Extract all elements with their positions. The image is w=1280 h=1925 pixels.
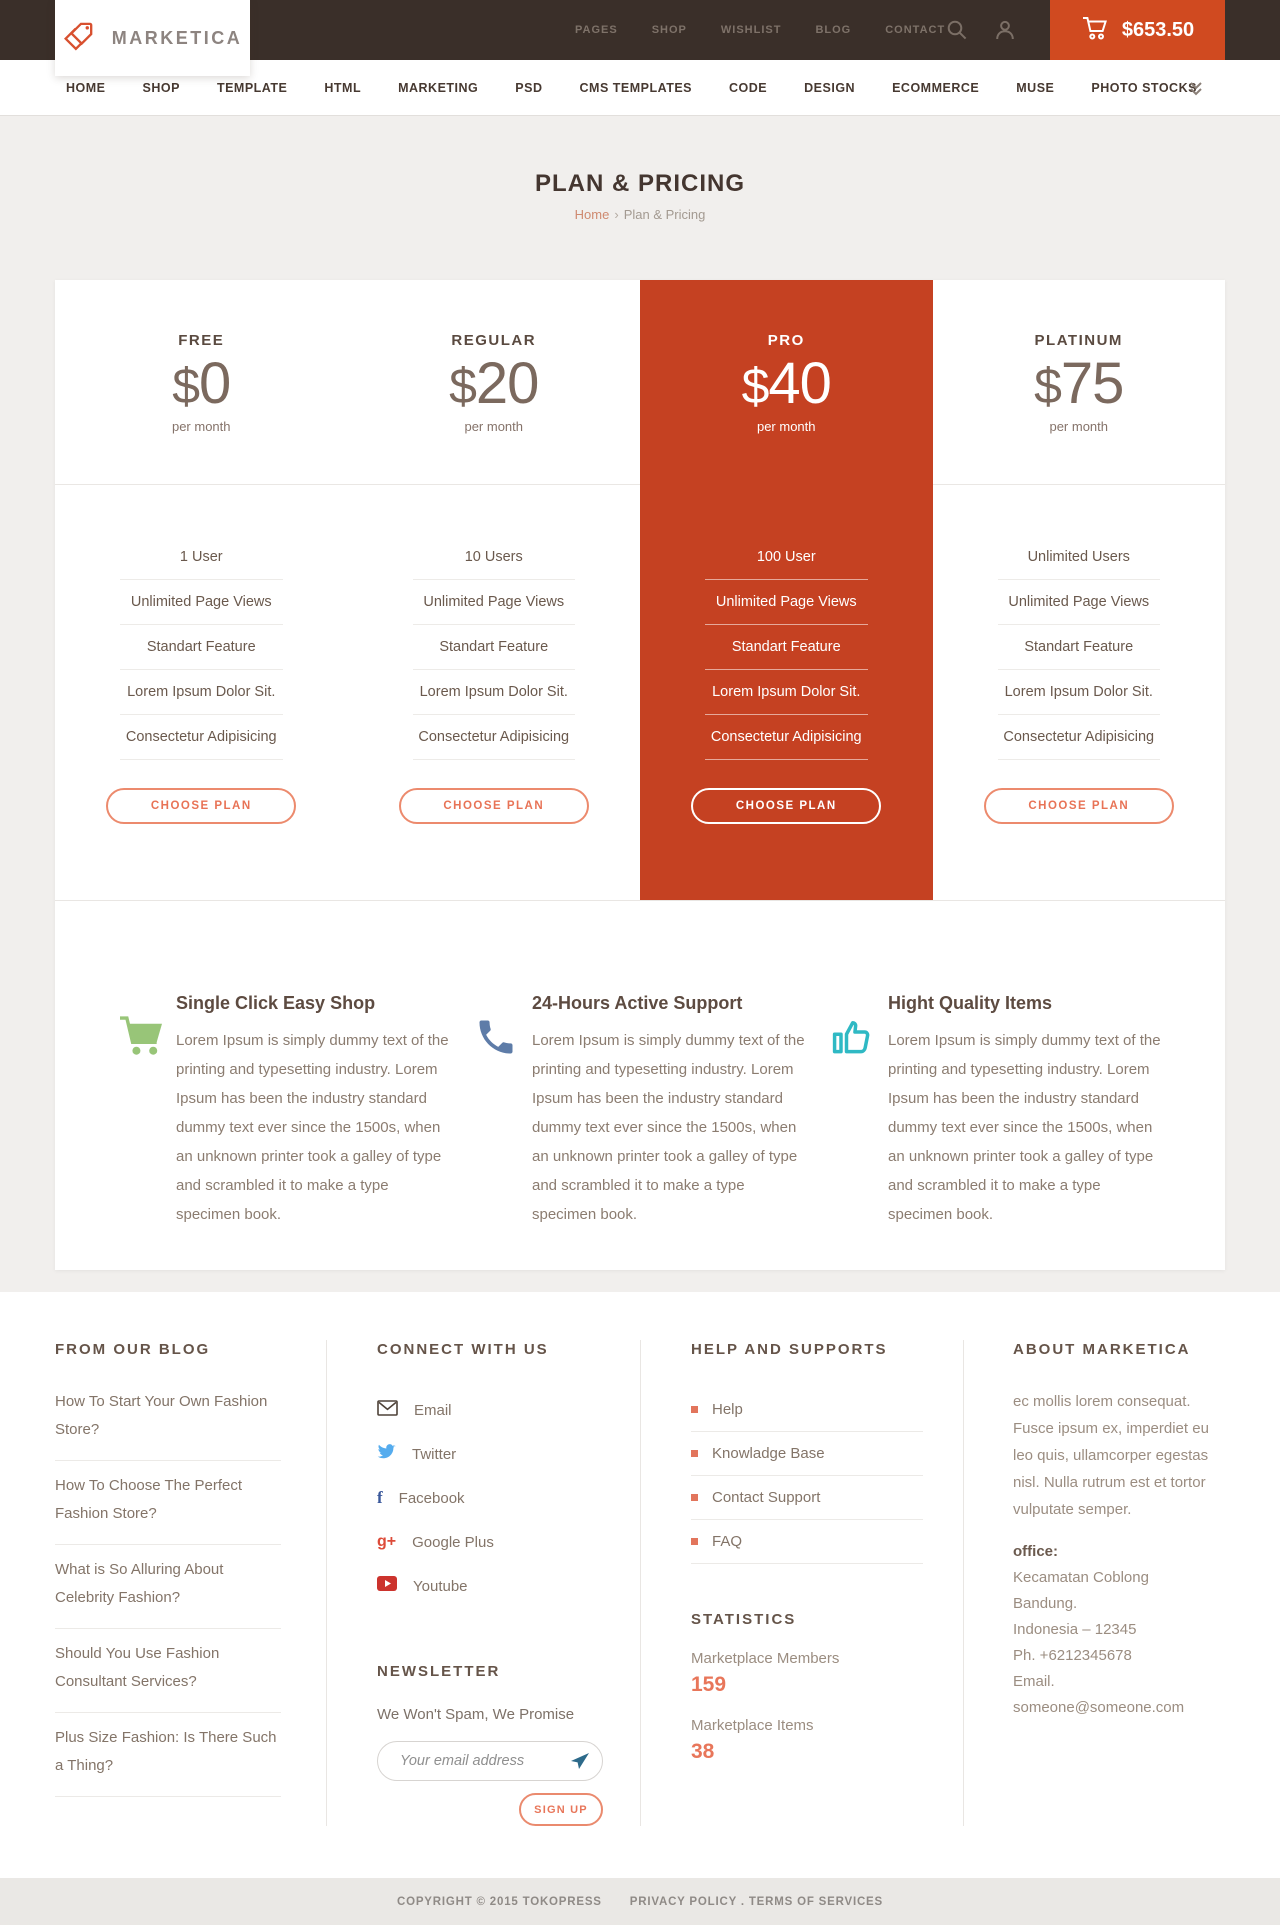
help-link[interactable]: [691, 1432, 923, 1476]
social-link-email[interactable]: [377, 1388, 600, 1432]
social-link-twitter[interactable]: [377, 1432, 600, 1476]
address-line: Email. someone@someone.com: [1013, 1673, 1185, 1716]
legal-separator: .: [740, 1895, 745, 1908]
cart-button[interactable]: [1050, 0, 1225, 60]
footer-about-heading: ABOUT MARKETICA: [1013, 1341, 1191, 1358]
plan-period: per month: [464, 419, 524, 434]
plan-feature: Standart Feature: [705, 625, 868, 670]
social-link-youtube[interactable]: [377, 1564, 600, 1608]
main-nav-shop[interactable]: SHOP: [142, 80, 180, 95]
social-label: Google Plus: [412, 1533, 494, 1551]
footer-about-column: [963, 1340, 1225, 1826]
address-line: Ph. +6212345678: [1013, 1647, 1132, 1664]
plan-platinum: [933, 280, 1226, 900]
footer-connect-heading: CONNECT WITH US: [377, 1341, 549, 1358]
address-line: Indonesia – 12345: [1013, 1621, 1137, 1638]
plan-feature-list: [998, 535, 1161, 760]
phone-icon: [474, 993, 532, 1270]
main-nav-template[interactable]: TEMPLATE: [216, 80, 288, 95]
plan-feature: Unlimited Page Views: [413, 580, 576, 625]
privacy-policy-link[interactable]: PRIVACY POLICY: [629, 1895, 737, 1908]
main-nav-home[interactable]: HOME: [66, 80, 106, 95]
main-nav-muse[interactable]: MUSE: [1016, 80, 1055, 95]
blog-link[interactable]: How To Start Your Own Fashion Store?: [55, 1388, 281, 1461]
plan-regular: [348, 280, 641, 900]
main-nav-cms-templates[interactable]: CMS TEMPLATES: [579, 80, 693, 95]
main-nav-code[interactable]: CODE: [729, 80, 768, 95]
price-amount: 75: [1060, 351, 1124, 416]
currency-symbol: $: [741, 358, 769, 414]
plan-feature: 1 User: [120, 535, 283, 580]
benefit-text: Lorem Ipsum is simply dummy text of the printing and typesetting industry. Lorem Ipsum has been the industry standard dummy text ever since the 1500s, when an unknown printer took a galley of type and scrambled it to make a type specimen book.: [532, 1032, 805, 1223]
plan-pro-highlighted: [640, 280, 933, 900]
benefit-title: 24-Hours Active Support: [532, 993, 743, 1013]
main-nav-html[interactable]: HTML: [324, 80, 362, 95]
sign-up-button[interactable]: SIGN UP: [519, 1793, 603, 1826]
footer-help-heading: HELP AND SUPPORTS: [691, 1341, 888, 1358]
plan-period: per month: [1049, 419, 1109, 434]
address-line: Bandung.: [1013, 1595, 1078, 1612]
thumbs-up-icon: [830, 993, 888, 1270]
logo[interactable]: [55, 0, 250, 76]
user-account-icon[interactable]: [994, 19, 1016, 41]
plan-price: [55, 353, 348, 417]
plan-feature: Lorem Ipsum Dolor Sit.: [120, 670, 283, 715]
plan-feature: Standart Feature: [120, 625, 283, 670]
plan-feature: Consectetur Adipisicing: [413, 715, 576, 760]
plan-name: REGULAR: [451, 332, 537, 349]
page-title: PLAN & PRICING: [534, 170, 745, 197]
footer-blog-column: [55, 1340, 326, 1826]
plan-feature-list: [413, 535, 576, 760]
plan-free-header: [55, 280, 348, 485]
terms-link[interactable]: TERMS OF SERVICES: [748, 1895, 884, 1908]
twitter-icon: [377, 1444, 396, 1465]
plan-platinum-header: [933, 280, 1226, 485]
choose-plan-pro-button[interactable]: CHOOSE PLAN: [691, 788, 881, 824]
social-label: Facebook: [398, 1489, 465, 1507]
square-bullet-icon: [691, 1538, 698, 1545]
main-nav-photo-stocks[interactable]: PHOTO STOCKS: [1091, 80, 1197, 95]
plan-period: per month: [171, 419, 231, 434]
footer-connect-column: [326, 1340, 640, 1826]
double-chevron-down-icon[interactable]: [1188, 80, 1204, 102]
newsletter-tagline: We Won't Spam, We Promise: [377, 1706, 575, 1723]
pricing-plans: [55, 280, 1225, 900]
currency-symbol: $: [172, 358, 200, 414]
blog-link[interactable]: What is So Alluring About Celebrity Fashion?: [55, 1545, 281, 1629]
main-nav-design[interactable]: DESIGN: [804, 80, 856, 95]
brand-name: MARKETICA: [111, 27, 243, 48]
plan-feature: Standart Feature: [413, 625, 576, 670]
price-amount: 20: [475, 351, 539, 416]
plan-feature: Unlimited Page Views: [120, 580, 283, 625]
help-label: Knowladge Base: [712, 1445, 825, 1462]
blog-link[interactable]: Should You Use Fashion Consultant Services?: [55, 1629, 281, 1713]
footer-blog-heading: FROM OUR BLOG: [55, 1341, 211, 1358]
blog-list: [55, 1388, 281, 1797]
top-nav-pages[interactable]: PAGES: [575, 24, 618, 36]
top-nav-blog[interactable]: BLOG: [815, 24, 852, 36]
cart-total: $653.50: [1121, 18, 1195, 41]
statistics-heading: STATISTICS: [691, 1611, 797, 1628]
plan-feature-list: [120, 535, 283, 760]
main-nav-ecommerce[interactable]: ECOMMERCE: [892, 80, 980, 95]
stat-value: 159: [691, 1673, 727, 1696]
plan-pro-header: [640, 280, 933, 485]
footer: [0, 1292, 1280, 1878]
top-nav-contact[interactable]: CONTACT: [885, 24, 946, 36]
youtube-icon: [377, 1576, 397, 1596]
pricing-card: [55, 280, 1225, 1270]
benefit-text: Lorem Ipsum is simply dummy text of the printing and typesetting industry. Lorem Ipsum has been the industry standard dummy text ever since the 1500s, when an unknown printer took a galley of type and scrambled it to make a type specimen book.: [888, 1032, 1161, 1223]
plan-feature: Consectetur Adipisicing: [705, 715, 868, 760]
choose-plan-regular-button[interactable]: CHOOSE PLAN: [399, 788, 589, 824]
benefits-section: [55, 900, 1225, 1270]
price-amount: 0: [199, 351, 231, 416]
breadcrumb-separator: ›: [614, 207, 619, 222]
plan-price: [933, 353, 1226, 417]
breadcrumb-current: Plan & Pricing: [623, 207, 706, 222]
plan-feature: Lorem Ipsum Dolor Sit.: [413, 670, 576, 715]
cart-icon: [118, 993, 176, 1270]
benefit-support: [474, 993, 806, 1270]
plan-name: FREE: [178, 332, 225, 349]
benefit-quality: [830, 993, 1162, 1270]
plan-feature: 100 User: [705, 535, 868, 580]
social-label: Twitter: [412, 1445, 457, 1463]
choose-plan-free-button[interactable]: CHOOSE PLAN: [106, 788, 296, 824]
plan-price: [640, 353, 933, 417]
newsletter-heading: NEWSLETTER: [377, 1663, 501, 1680]
plan-name: PRO: [767, 332, 805, 349]
office-label: office:: [1013, 1543, 1058, 1560]
plan-feature: Standart Feature: [998, 625, 1161, 670]
help-label: Help: [712, 1401, 743, 1418]
benefit-easy-shop: [118, 993, 450, 1270]
social-link-facebook[interactable]: [377, 1476, 600, 1520]
benefit-title: Hight Quality Items: [888, 993, 1053, 1013]
address-line: Kecamatan Coblong: [1013, 1569, 1149, 1586]
blog-link[interactable]: How To Choose The Perfect Fashion Store?: [55, 1461, 281, 1545]
help-label: FAQ: [712, 1533, 743, 1550]
social-label: Youtube: [413, 1577, 468, 1595]
plan-name: PLATINUM: [1034, 332, 1123, 349]
facebook-icon: f: [377, 1488, 383, 1507]
copyright-text: COPYRIGHT © 2015 TOKOPRESS: [396, 1895, 602, 1908]
top-nav-wishlist[interactable]: WISHLIST: [720, 24, 782, 36]
stat-label: Marketplace Members: [691, 1650, 840, 1667]
social-link-google-plus[interactable]: [377, 1520, 600, 1564]
currency-symbol: $: [1034, 358, 1061, 414]
footer-help-column: [640, 1340, 963, 1826]
top-nav-shop[interactable]: SHOP: [651, 24, 687, 36]
email-icon: [377, 1400, 398, 1421]
help-label: Contact Support: [712, 1489, 821, 1506]
statistics-section: [691, 1610, 923, 1764]
help-link[interactable]: [691, 1520, 923, 1564]
plan-feature: Unlimited Page Views: [705, 580, 868, 625]
plan-feature: Lorem Ipsum Dolor Sit.: [705, 670, 868, 715]
plan-feature: Consectetur Adipisicing: [998, 715, 1161, 760]
main-nav-psd[interactable]: PSD: [515, 80, 543, 95]
currency-symbol: $: [449, 358, 476, 414]
social-label: Email: [414, 1401, 452, 1419]
benefit-text: Lorem Ipsum is simply dummy text of the printing and typesetting industry. Lorem Ipsum has been the industry standard dummy text ever since the 1500s, when an unknown printer took a galley of type and scrambled it to make a type specimen book.: [176, 1032, 449, 1223]
plan-regular-header: [348, 280, 641, 485]
legal-links: [630, 1896, 883, 1908]
help-link[interactable]: [691, 1388, 923, 1432]
plan-feature: Consectetur Adipisicing: [120, 715, 283, 760]
choose-plan-platinum-button[interactable]: CHOOSE PLAN: [984, 788, 1174, 824]
search-icon[interactable]: [946, 19, 968, 41]
newsletter-section: [377, 1662, 603, 1826]
price-amount: 40: [768, 351, 831, 416]
plan-free: [55, 280, 348, 900]
brand-tag-icon: [63, 17, 101, 60]
square-bullet-icon: [691, 1450, 698, 1457]
top-utility-nav: [575, 0, 945, 60]
copyright-bar: [0, 1878, 1280, 1925]
stat-value: 38: [691, 1740, 715, 1763]
cart-icon: [1081, 15, 1109, 46]
help-link[interactable]: [691, 1476, 923, 1520]
plan-feature-list: [705, 535, 868, 760]
plan-feature: 10 Users: [413, 535, 576, 580]
main-nav-marketing[interactable]: MARKETING: [398, 80, 479, 95]
plan-price: [348, 353, 641, 417]
plan-feature: Unlimited Users: [998, 535, 1161, 580]
page-header: [0, 116, 1280, 224]
plan-feature: Unlimited Page Views: [998, 580, 1161, 625]
square-bullet-icon: [691, 1406, 698, 1413]
about-text: ec mollis lorem consequat. Fusce ipsum ex, imperdiet eu leo quis, ullamcorper egestas nisl. Nulla rutrum est et tortor vulputate semper.: [1013, 1393, 1209, 1518]
blog-link[interactable]: Plus Size Fashion: Is There Such a Thing?: [55, 1713, 281, 1797]
send-arrow-icon[interactable]: [570, 1751, 590, 1776]
breadcrumb-home-link[interactable]: Home: [574, 207, 610, 222]
google-plus-icon: g+: [377, 1533, 397, 1550]
plan-period: per month: [756, 419, 816, 434]
benefit-title: Single Click Easy Shop: [176, 993, 376, 1013]
stat-label: Marketplace Items: [691, 1717, 814, 1734]
plan-feature: Lorem Ipsum Dolor Sit.: [998, 670, 1161, 715]
square-bullet-icon: [691, 1494, 698, 1501]
breadcrumb: [0, 206, 1280, 224]
